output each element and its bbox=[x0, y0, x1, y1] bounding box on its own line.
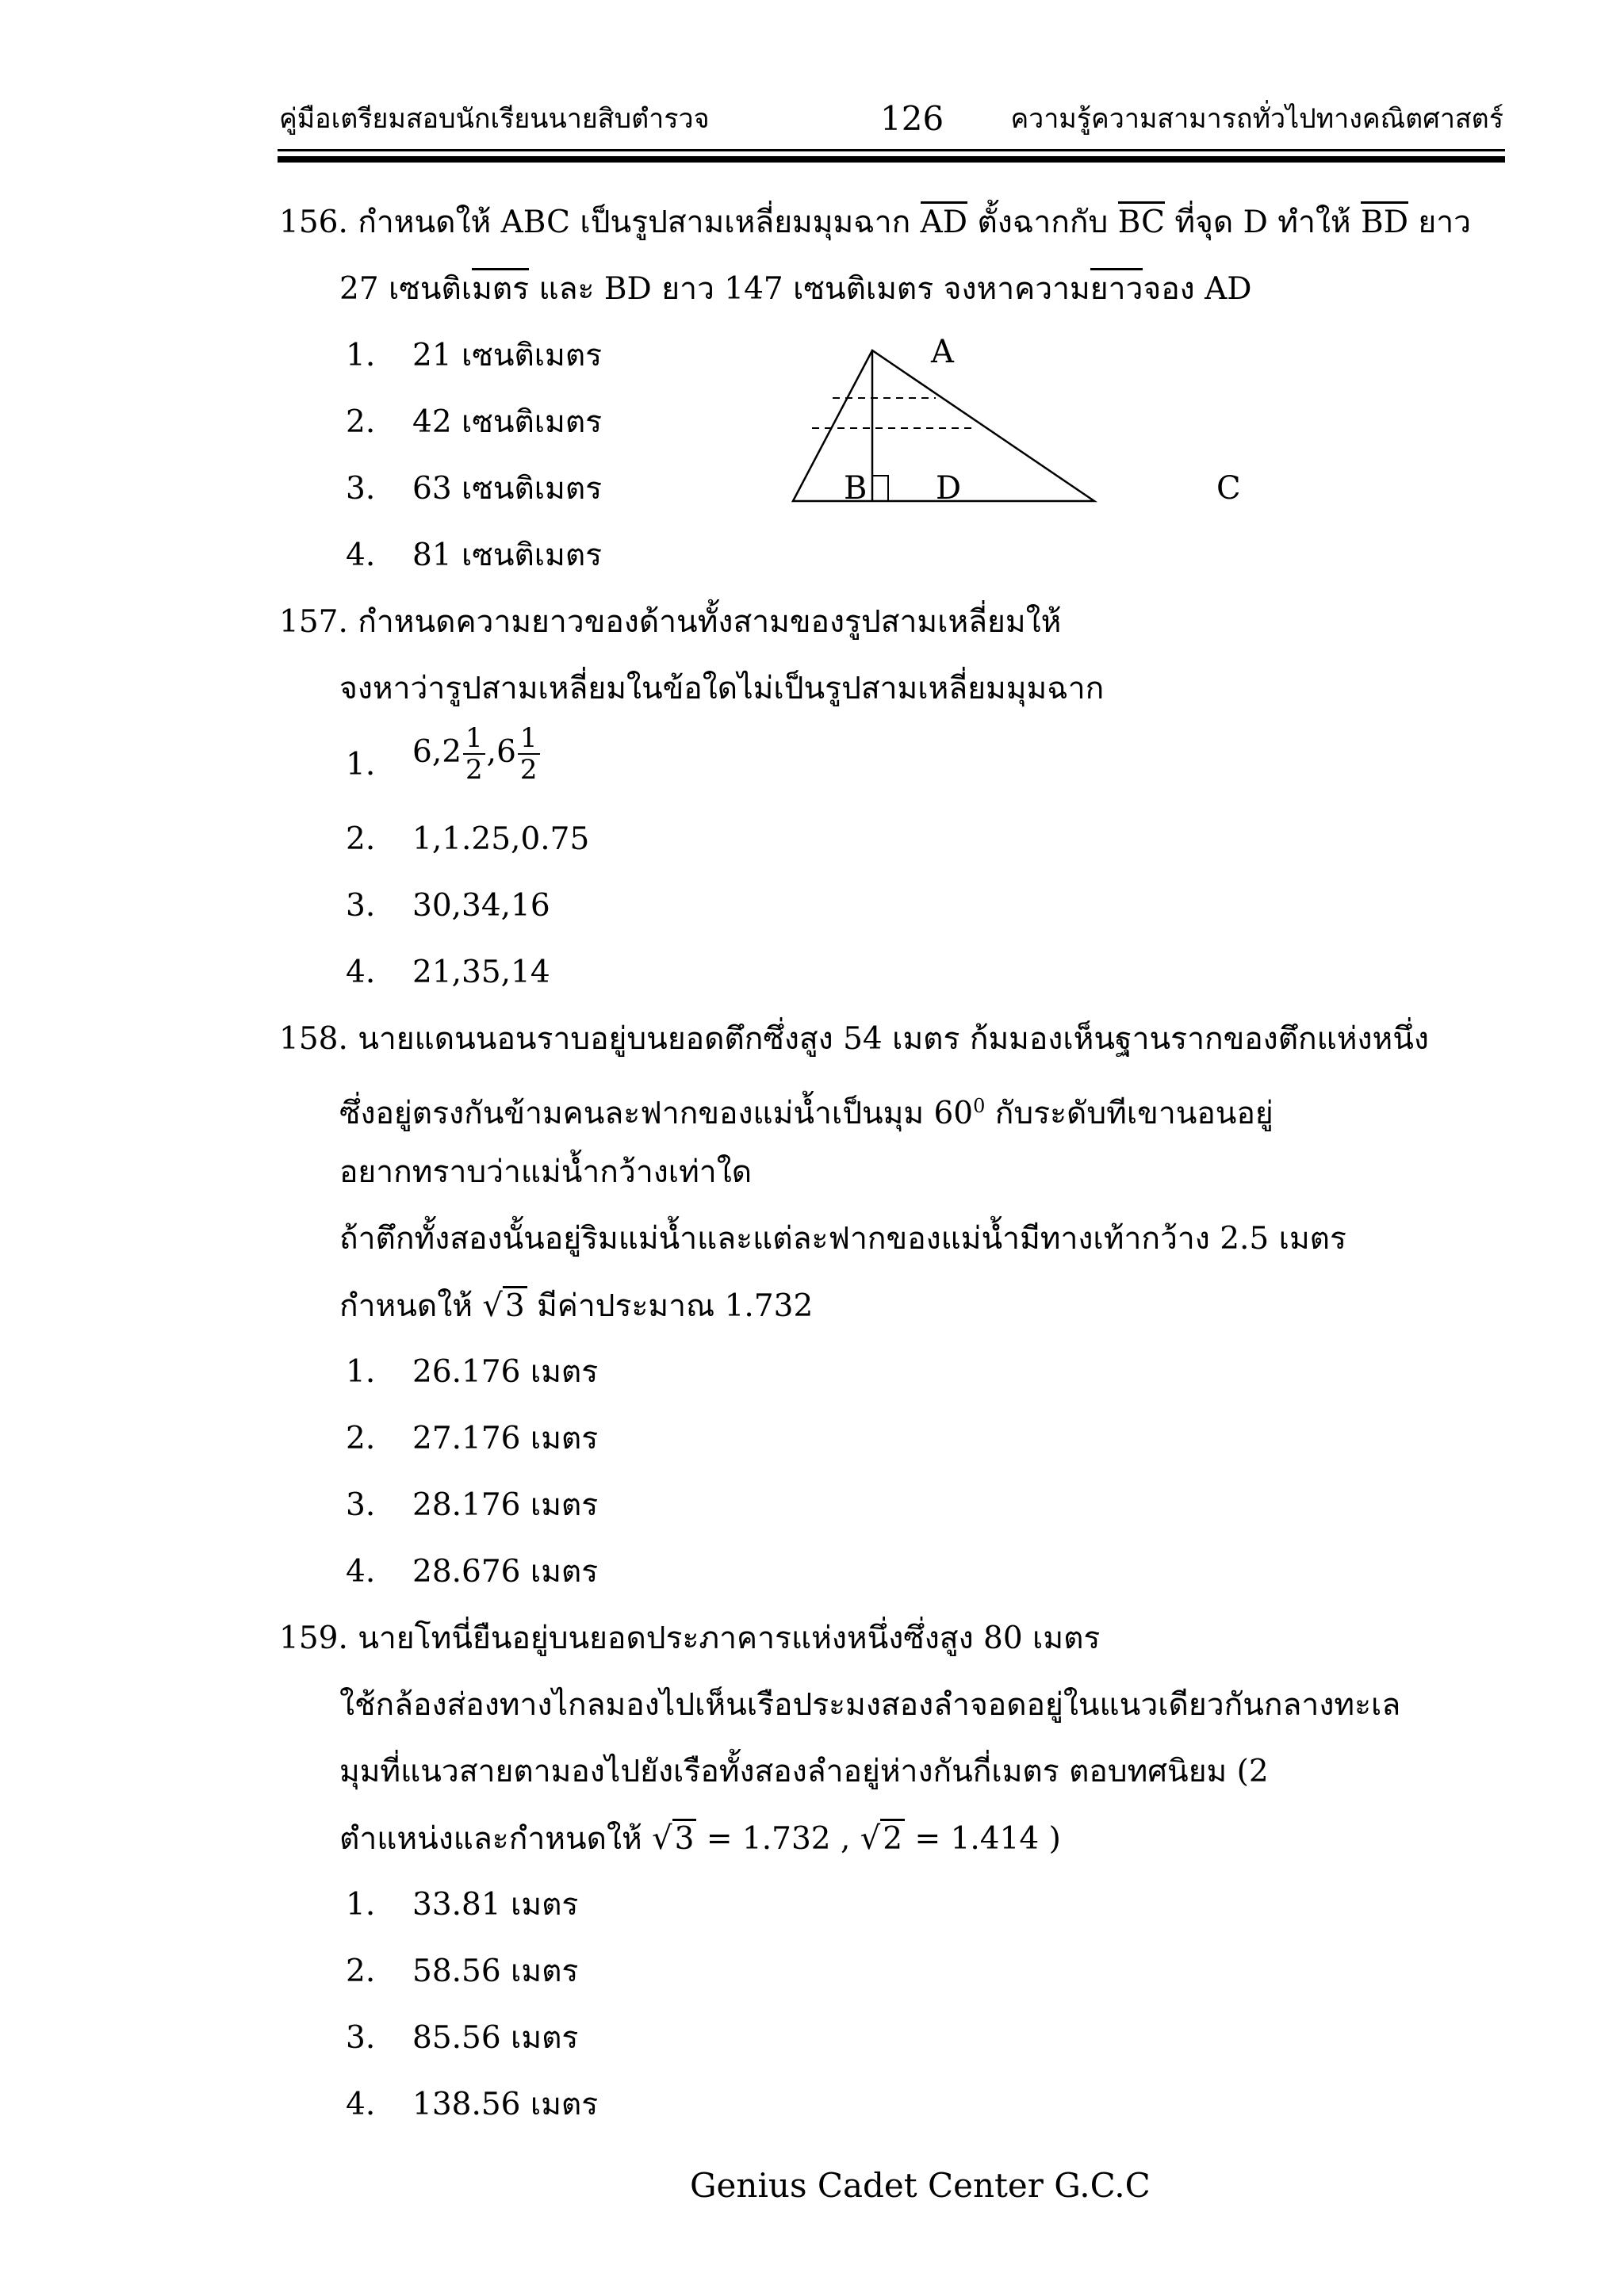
q159-line1: 159. นายโทนี่ยืนอยู่บนยอดประภาคารแห่งหนึ่งซึ่งสูง 80 เมตร bbox=[279, 1621, 1101, 1656]
q159-line4: ตำแหน่งและกำหนดให้ √3 = 1.732 , √2 = 1.414 ) bbox=[339, 1817, 1061, 1861]
q157-option-3: 30,34,16 bbox=[412, 888, 550, 924]
page-number: 126 bbox=[880, 99, 944, 138]
q158-line3: อยากทราบว่าแม่น้ำกว้างเท่าใด bbox=[339, 1154, 753, 1190]
right-angle-mark bbox=[872, 476, 888, 501]
q156-option-4-number: 4. bbox=[346, 538, 376, 573]
q156-option-1: 21 เซนติเมตร bbox=[412, 338, 603, 373]
q157-option-4: 21,35,14 bbox=[412, 955, 550, 990]
q158-option-2-number: 2. bbox=[346, 1421, 376, 1456]
q156-option-2-number: 2. bbox=[346, 404, 376, 440]
q156-option-1-number: 1. bbox=[346, 338, 376, 373]
q156-option-2: 42 เซนติเมตร bbox=[412, 404, 603, 440]
q157-option-2: 1,1.25,0.75 bbox=[412, 821, 590, 857]
header-rule-thin bbox=[278, 149, 1505, 151]
q157-option-4-number: 4. bbox=[346, 955, 376, 990]
q157-option-1: 6,2 $\frac{1}{2}$ ,6 $\frac{1}{2}$ bbox=[412, 723, 542, 785]
q158-option-3-number: 3. bbox=[346, 1487, 376, 1523]
q159-option-1-number: 1. bbox=[346, 1887, 376, 1923]
q156-line2: 27 เซนติเมตร และ BD ยาว 147 เซนติเมตร จงหาความยาวจอง AD bbox=[339, 268, 1252, 311]
header-right: ความรู้ความสามารถทั่วไปทางคณิตศาสตร์ bbox=[1010, 103, 1503, 135]
q158-option-3: 28.176 เมตร bbox=[412, 1487, 599, 1523]
segment-bd: BD bbox=[1361, 201, 1408, 240]
sqrt-3b: √3 bbox=[652, 1817, 696, 1861]
q158-option-1: 26.176 เมตร bbox=[412, 1354, 599, 1390]
footer-text: Genius Cadet Center G.C.C bbox=[690, 2166, 1151, 2205]
q156-option-4: 81 เซนติเมตร bbox=[412, 538, 603, 573]
q156-option-3-number: 3. bbox=[346, 471, 376, 507]
vertex-label-d: D bbox=[936, 470, 962, 507]
fraction-half-1: $\frac{1}{2}$ bbox=[463, 723, 485, 785]
q159-option-4: 138.56 เมตร bbox=[412, 2087, 599, 2122]
q159-option-2-number: 2. bbox=[346, 1954, 376, 1989]
q159-line2: ใช้กล้องส่องทางไกลมองไปเห็นเรือประมงสองลำจอดอยู่ในแนวเดียวกันกลางทะเล bbox=[339, 1687, 1401, 1723]
q157-option-2-number: 2. bbox=[346, 821, 376, 857]
degree-superscript: 0 bbox=[973, 1095, 986, 1117]
q158-line1: 158. นายแดนนอนราบอยู่บนยอดตึกซึ่งสูง 54 เมตร ก้มมองเห็นฐานรากของตึกแห่งหนึ่ง bbox=[279, 1021, 1429, 1057]
q158-option-1-number: 1. bbox=[346, 1354, 376, 1390]
q157-option-1-number: 1. bbox=[346, 747, 376, 783]
q159-line3: มุมที่แนวสายตามองไปยังเรือทั้งสองลำอยู่ห่างกันกี่เมตร ตอบทศนิยม (2 bbox=[339, 1754, 1269, 1789]
q158-line5: กำหนดให้ √3 มีค่าประมาณ 1.732 bbox=[339, 1284, 813, 1328]
q159-option-1: 33.81 เมตร bbox=[412, 1887, 579, 1923]
q159-option-3-number: 3. bbox=[346, 2020, 376, 2056]
q159-option-2: 58.56 เมตร bbox=[412, 1954, 579, 1989]
sqrt-2: √2 bbox=[860, 1817, 905, 1861]
q159-number: 159. bbox=[279, 1621, 348, 1656]
q158-option-4: 28.676 เมตร bbox=[412, 1554, 599, 1590]
q159-option-3: 85.56 เมตร bbox=[412, 2020, 579, 2056]
q158-option-4-number: 4. bbox=[346, 1554, 376, 1590]
q156-option-3: 63 เซนติเมตร bbox=[412, 471, 603, 507]
header-left: คู่มือเตรียมสอบนักเรียนนายสิบตำรวจ bbox=[279, 103, 710, 135]
q158-line2: ซึ่งอยู่ตรงกันข้ามคนละฟากของแม่น้ำเป็นมุม $60^0$ กับระดับทีเขานอนอยู่ bbox=[339, 1095, 1274, 1131]
q156-line1: 156. กำหนดให้ ABC เป็นรูปสามเหลี่ยมมุมฉาก AD ตั้งฉากกับ BC ที่จุด D ทำให้ BD ยาว bbox=[279, 201, 1471, 244]
q157-number: 157. bbox=[279, 604, 348, 640]
q159-option-4-number: 4. bbox=[346, 2087, 376, 2122]
q157-line1: 157. กำหนดความยาวของด้านทั้งสามของรูปสามเหลี่ยมให้ bbox=[279, 604, 1062, 640]
q156-number: 156. bbox=[279, 205, 348, 240]
q157-line2: จงหาว่ารูปสามเหลี่ยมในข้อใดไม่เป็นรูปสามเหลี่ยมมุมฉาก bbox=[339, 671, 1105, 706]
fraction-half-2: $\frac{1}{2}$ bbox=[518, 723, 540, 785]
q158-line4: ถ้าตึกทั้งสองนั้นอยู่ริมแม่น้ำและแต่ละฟากของแม่น้ำมีทางเท้ากว้าง 2.5 เมตร bbox=[339, 1221, 1346, 1257]
header-rule-thick bbox=[278, 156, 1505, 163]
segment-bc: BC bbox=[1118, 201, 1165, 240]
vertex-label-c: C bbox=[1216, 470, 1241, 507]
vertex-label-a: A bbox=[931, 334, 954, 370]
sqrt-3: √3 bbox=[482, 1284, 527, 1328]
q158-option-2: 27.176 เมตร bbox=[412, 1421, 599, 1456]
segment-ad: AD bbox=[921, 201, 967, 240]
q157-option-3-number: 3. bbox=[346, 888, 376, 924]
q158-number: 158. bbox=[279, 1021, 348, 1057]
vertex-label-b: B bbox=[844, 470, 868, 507]
